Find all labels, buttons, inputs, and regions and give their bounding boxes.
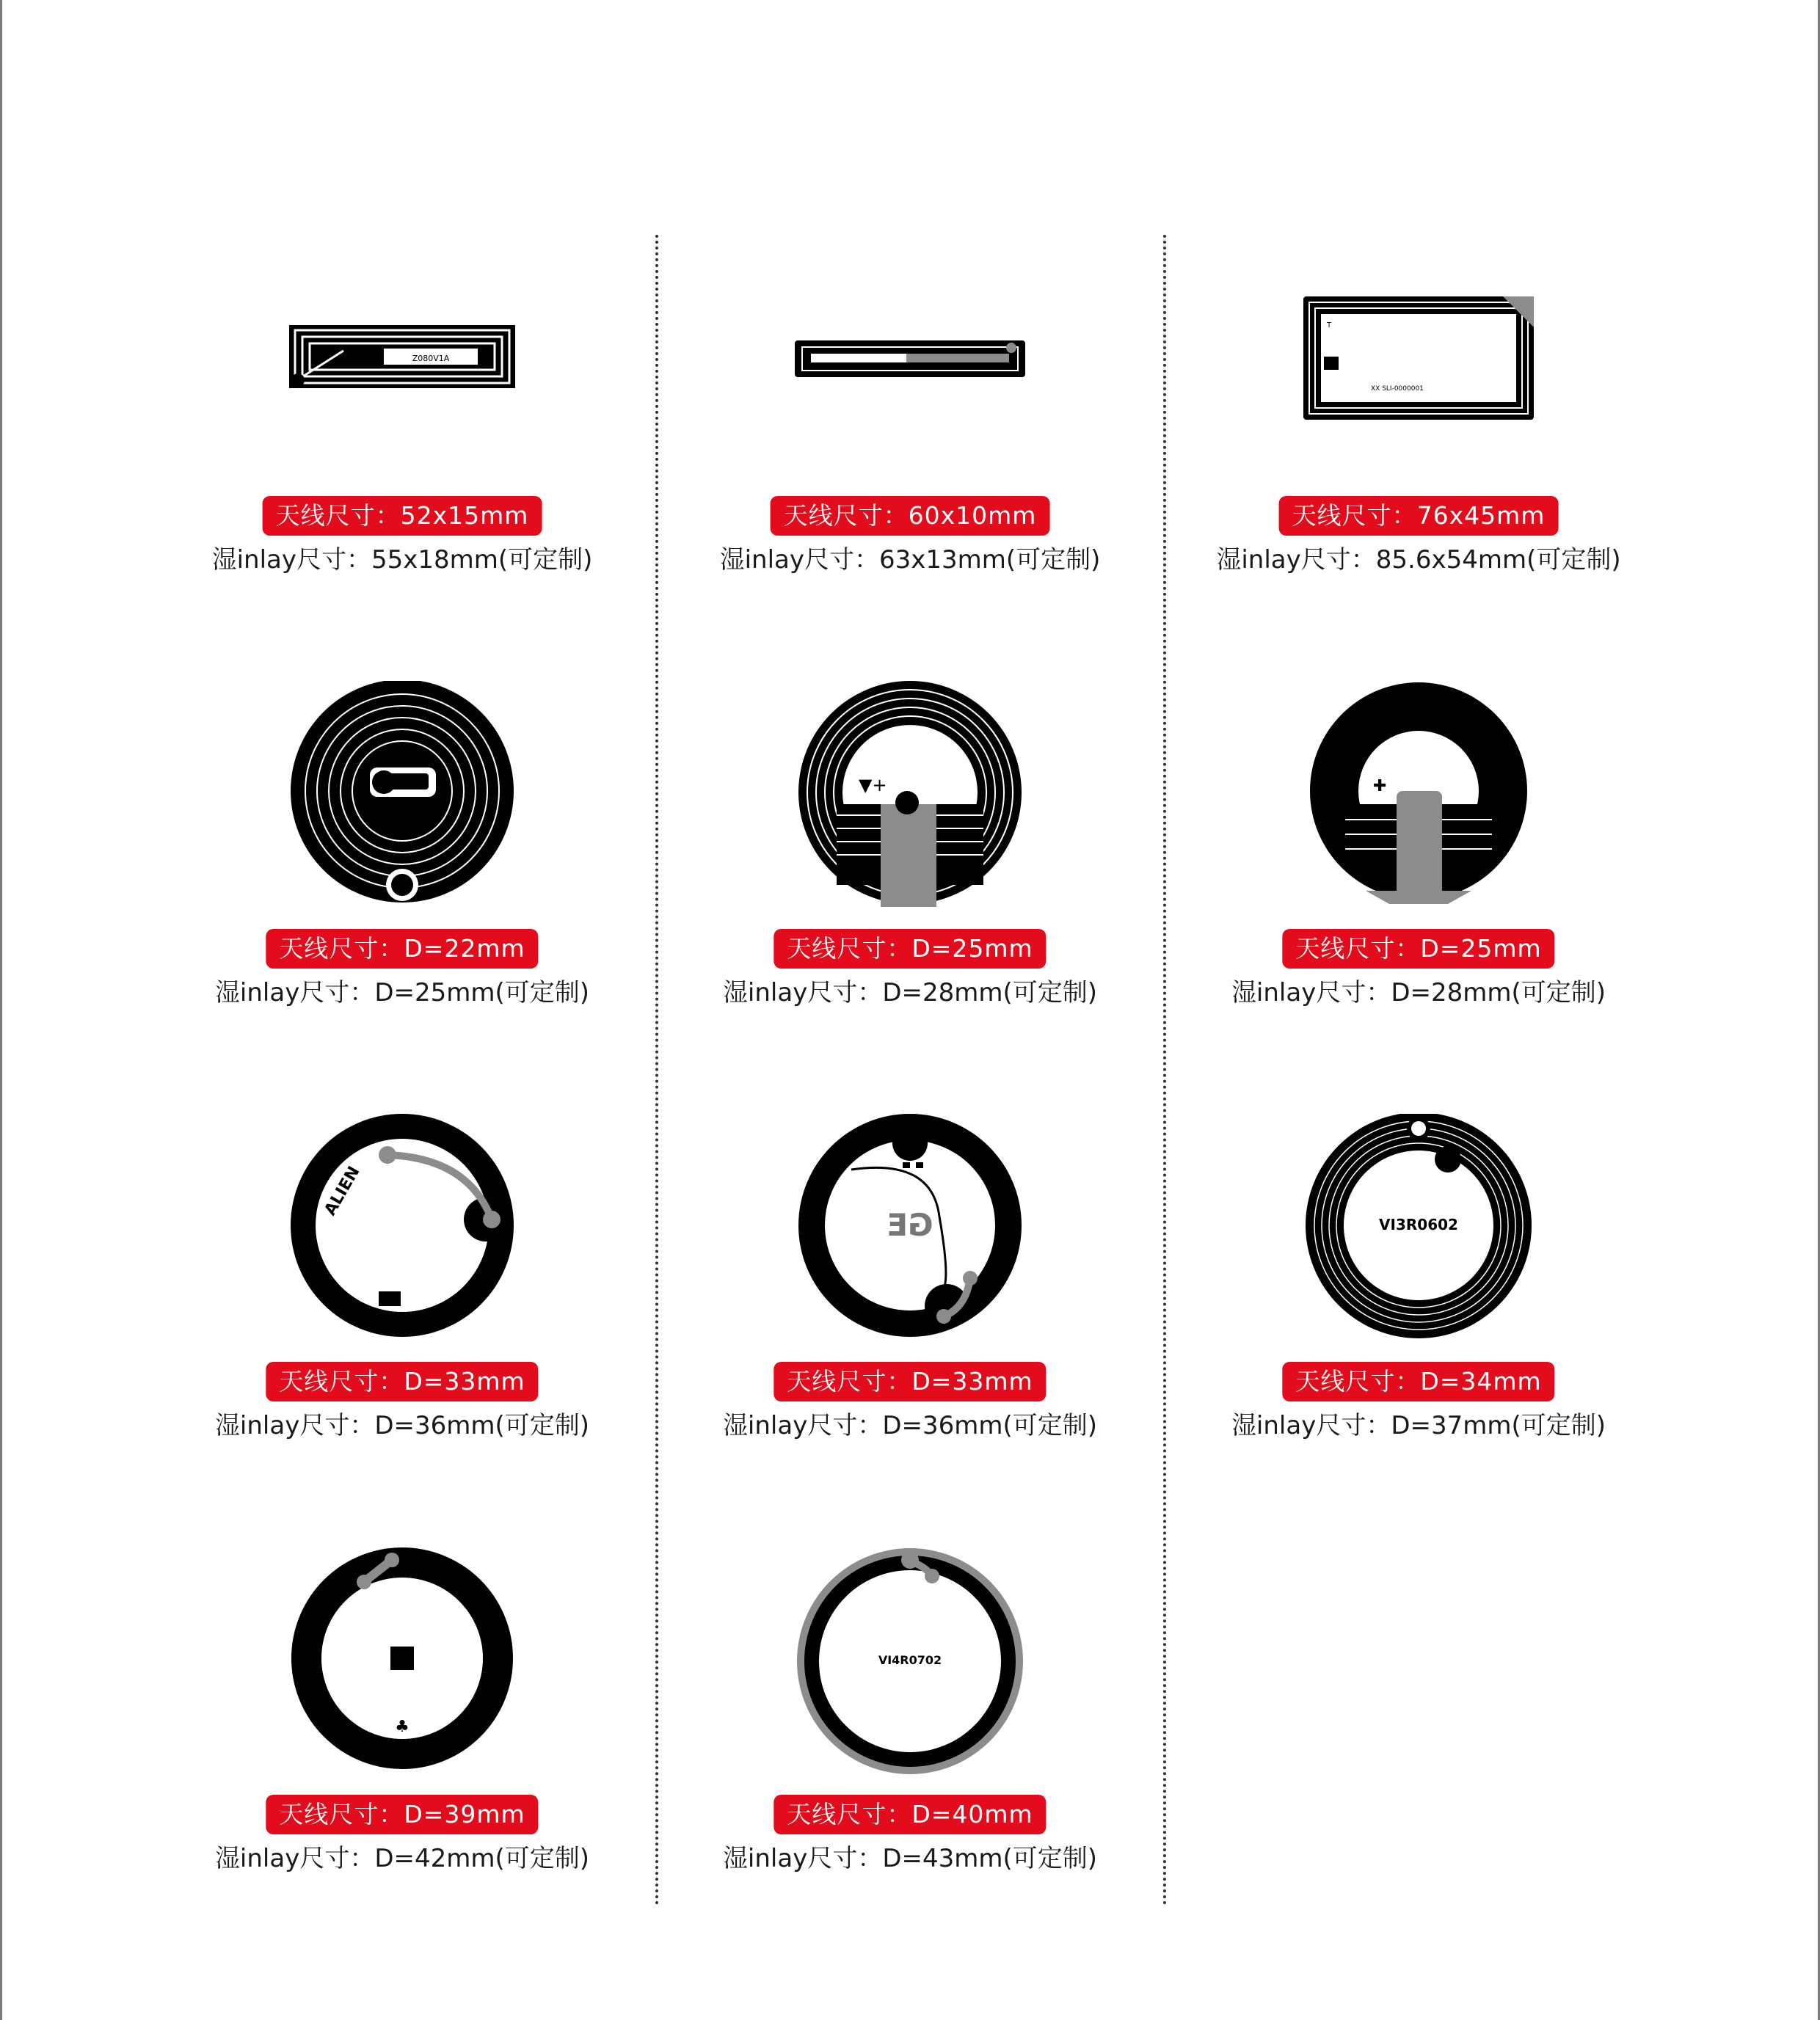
antenna-size-badge: 天线尺寸：60x10mm [771,496,1050,536]
product-card-9 [1165,1114,1672,1547]
round-inlay-d40-icon [657,1547,1163,1782]
product-card-5 [657,681,1163,1114]
inlay-size-text: 湿inlay尺寸：55x18mm(可定制) [211,545,593,575]
chip-code-text: GE [887,1207,933,1243]
inlay-size-text: 湿inlay尺寸：85.6x54mm(可定制) [1216,545,1621,575]
rect-inlay-52x15-icon [149,248,655,483]
svg-text:▼+: ▼+ [859,775,887,795]
inlay-size-text: 湿inlay尺寸：D=28mm(可定制) [722,978,1098,1007]
round-inlay-d39-icon [149,1547,655,1782]
antenna-size-badge: 天线尺寸：D=39mm [266,1795,538,1834]
page-border-left [0,0,2,2020]
inlay-size-text: 湿inlay尺寸：D=25mm(可定制) [214,978,590,1007]
product-card-3 [1165,248,1672,681]
rect-inlay-76x45-icon [1165,248,1672,483]
product-card-7 [149,1114,655,1547]
antenna-size-badge: 天线尺寸：76x45mm [1279,496,1559,536]
product-card-10 [149,1547,655,1980]
antenna-size-badge: 天线尺寸：52x15mm [263,496,542,536]
svg-text:T: T [1327,321,1332,329]
inlay-size-text: 湿inlay尺寸：D=43mm(可定制) [722,1844,1098,1873]
antenna-size-badge: 天线尺寸：D=25mm [1282,929,1554,969]
inlay-size-text: 湿inlay尺寸：D=36mm(可定制) [722,1411,1098,1440]
chip-code-text: VI4R0702 [878,1653,942,1667]
inlay-size-text: 湿inlay尺寸：63x13mm(可定制) [719,545,1101,575]
inlay-size-text: 湿inlay尺寸：D=42mm(可定制) [214,1844,590,1873]
chip-code-text: ALIEN [321,1163,364,1219]
chip-code-text: Z080V1A [412,354,450,363]
svg-text:♣: ♣ [395,1718,410,1736]
svg-text:✚: ✚ [1373,777,1387,795]
antenna-size-badge: 天线尺寸：D=22mm [266,929,538,969]
antenna-size-badge: 天线尺寸：D=25mm [774,929,1046,969]
antenna-size-badge: 天线尺寸：D=33mm [266,1362,538,1401]
product-card-1 [149,248,655,681]
inlay-size-text: 湿inlay尺寸：D=37mm(可定制) [1231,1411,1606,1440]
round-inlay-d33-ge-icon [657,1114,1163,1349]
antenna-size-badge: 天线尺寸：D=33mm [774,1362,1046,1401]
round-inlay-d22-icon [149,681,655,916]
chip-code-text: VI3R0602 [1379,1216,1458,1233]
product-card-8 [657,1114,1163,1547]
product-card-6 [1165,681,1672,1114]
antenna-size-badge: 天线尺寸：D=34mm [1282,1362,1554,1401]
round-inlay-d33-ring-icon [149,1114,655,1349]
antenna-size-badge: 天线尺寸：D=40mm [774,1795,1046,1834]
chip-code-text: XX SLI-0000001 [1371,385,1424,393]
product-card-11 [657,1547,1163,1980]
product-card-2 [657,248,1163,681]
rect-inlay-60x10-icon [657,248,1163,483]
inlay-size-text: 湿inlay尺寸：D=36mm(可定制) [214,1411,590,1440]
round-inlay-d25-solid-icon [1165,681,1672,916]
round-inlay-d34-icon [1165,1114,1672,1349]
product-card-4 [149,681,655,1114]
inlay-size-text: 湿inlay尺寸：D=28mm(可定制) [1231,978,1606,1007]
round-inlay-d25-coil-icon [657,681,1163,916]
